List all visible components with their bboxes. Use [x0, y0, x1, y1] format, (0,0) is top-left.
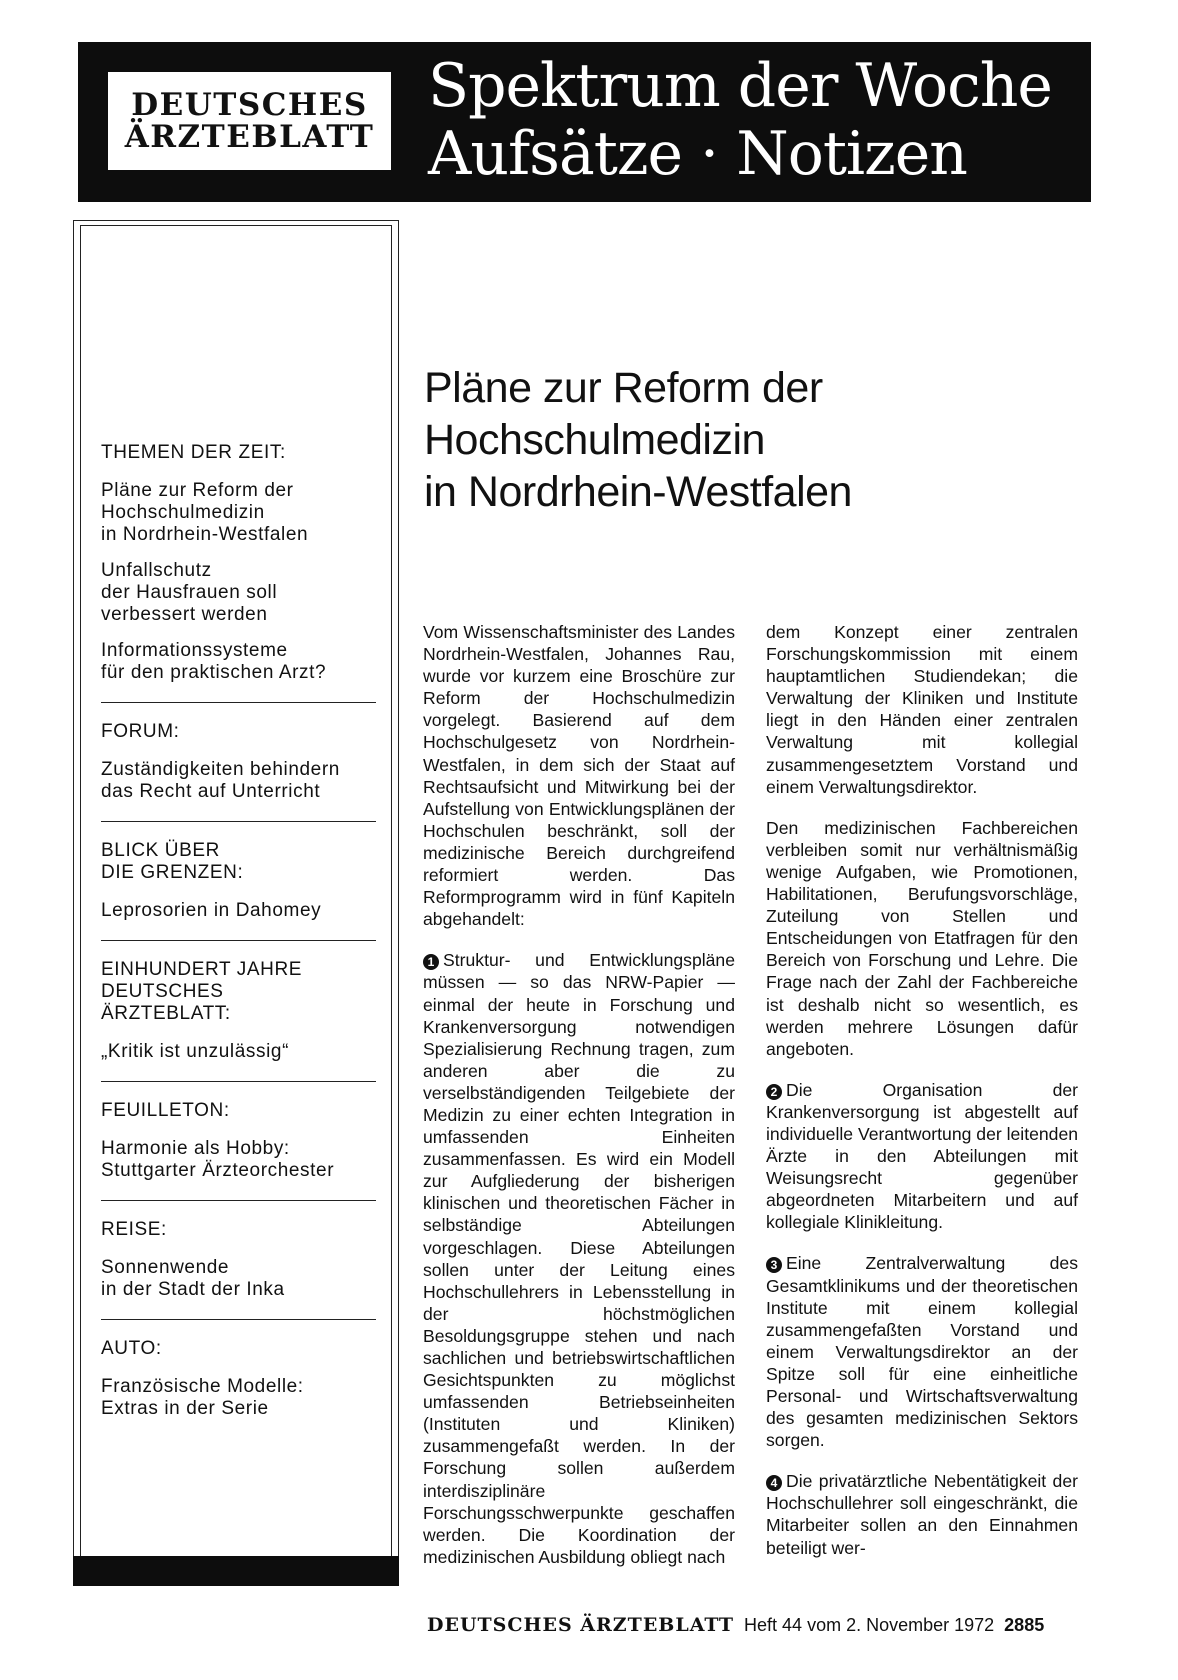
toc-section-heading: THEMEN DER ZEIT: [101, 442, 286, 463]
article-paragraph [766, 1079, 1078, 1234]
table-of-contents [101, 442, 376, 1438]
numbered-bullet-icon: 2 [766, 1084, 782, 1100]
article-title-line-3: in Nordrhein-Westfalen [424, 468, 852, 516]
paragraph-text: Eine Zentralverwaltung des Gesamtklinikums und der theoretischen Institute mit einem kollegial zusammengefaßten Vorstand und einem Verwaltungsdirektor an der Spitze soll für eine einheitliche Personal- und Wirtschaftsverwaltung des gesamten medizinischen Sektors sorgen. [766, 1253, 1078, 1451]
toc-item[interactable]: Harmonie als Hobby: Stuttgarter Ärzteorchester [101, 1138, 335, 1181]
section-title-line-2: Aufsätze · Notizen [428, 119, 967, 189]
numbered-bullet-icon: 3 [766, 1257, 782, 1273]
article-paragraph: dem Konzept einer zentralen Forschungskommission mit einem hauptamtlichen Studiendekan; die Verwaltung der Kliniken und Institute liegt in den Händen einer zentralen Verwaltung mit kollegial zusammengesetztem Vorstand und einem Verwaltungsdirektor. [766, 622, 1078, 797]
sidebar-bottom-bar [73, 1556, 399, 1586]
toc-section-heading: FORUM: [101, 721, 180, 742]
toc-section [101, 821, 376, 940]
toc-item[interactable]: Pläne zur Reform der Hochschulmedizin in Nordrhein-Westfalen [101, 480, 309, 545]
toc-section [101, 940, 376, 1081]
logo-line-1: DEUTSCHES [131, 87, 368, 123]
page-number: 2885 [1004, 1615, 1045, 1635]
toc-section-heading: FEUILLETON: [101, 1100, 230, 1121]
paragraph-text: Struktur- und Entwicklungspläne müssen — so das NRW-Papier — einmal der heute in Forschung und Krankenversorgung notwendigen Spezialisierung Rechnung tragen, zum anderen aber die zu verselbständigenden Teilgebiete der Medizin zu einer echten Integration in umfassenden Einheiten zusammenfassen. Es wird ein Modell zur Aufgliederung der bisherigen klinischen und theoretischen Fächer in selbständige Abteilungen vorgeschlagen. Diese Abteilungen sollen unter der Leitung eines Hochschullehrers in Lebensstellung in der höchstmöglichen Besoldungsgruppe stehen und nach sachlichen und betriebswirtschaftlichen Gesichtspunkten zu möglichst umfassenden Betriebseinheiten (Instituten und Kliniken) zusammengefaßt werden. In der Forschung sollen außerdem interdisziplinäre Forschungsschwerpunkte geschaffen werden. Die Koordination der medizinischen Ausbildung obliegt nach [423, 950, 735, 1567]
article-paragraph [766, 1252, 1078, 1451]
paragraph-text: Die privatärztliche Nebentätigkeit der Hochschullehrer soll eingeschränkt, die Mitarbeiter sollen an den Einnahmen beteiligt wer- [766, 1471, 1078, 1558]
footer-issue: Heft 44 vom 2. November 1972 [744, 1615, 995, 1635]
toc-item[interactable]: Sonnenwende in der Stadt der Inka [101, 1257, 285, 1300]
section-title-line-1: Spektrum der Woche [428, 51, 1052, 121]
article-paragraph: Den medizinischen Fachbereichen verbleiben somit nur verhältnismäßig wenige Aufgaben, wie Promotionen, Habilitationen, Berufungsvorschläge, Zuteilung von Stellen und Entscheidungen von Etatfragen für den Bereich von Forschung und Lehre. Die Frage nach der Zahl der Fachbereiche ist deshalb nicht so wesentlich, es werden mehrere Lösungen dafür angeboten. [766, 817, 1078, 1059]
toc-item[interactable]: Französische Modelle: Extras in der Serie [101, 1376, 304, 1419]
toc-section [101, 702, 376, 821]
numbered-bullet-icon: 4 [766, 1475, 782, 1491]
toc-section [101, 442, 376, 702]
article-paragraph [423, 949, 735, 1568]
article-paragraph: Vom Wissenschaftsminister des Landes Nordrhein-Westfalen, Johannes Rau, wurde vor kurzem eine Broschüre zur Reform der Hochschulmedizin vorgelegt. Basierend auf dem Hochschulgesetz von Nordrhein-Westfalen, in dem sich der Staat auf Rechtsaufsicht und Mitwirkung bei der Aufstellung von Entwicklungsplänen der Hochschulen beschränkt, soll der medizinische Bereich durchgreifend reformiert werden. Das Reformprogramm wird in fünf Kapiteln abgehandelt: [423, 622, 735, 930]
header-banner [78, 42, 1091, 202]
section-title [428, 52, 1052, 188]
toc-section [101, 1319, 376, 1438]
toc-item[interactable]: Informationssysteme für den praktischen Arzt? [101, 640, 327, 683]
page-footer [427, 1614, 1095, 1636]
toc-section-heading: BLICK ÜBER DIE GRENZEN: [101, 840, 244, 883]
paragraph-text: Die Organisation der Krankenversorgung ist abgestellt auf individuelle Verantwortung der leitenden Ärzte in den Abteilungen mit Weisungsrecht gegenüber abgeordneten Mitarbeitern und auf kollegiale Klinikleitung. [766, 1079, 1079, 1233]
toc-item[interactable]: Leprosorien in Dahomey [101, 900, 322, 921]
toc-section [101, 1200, 376, 1319]
toc-section-heading: REISE: [101, 1219, 167, 1240]
toc-item[interactable]: Zuständigkeiten behindern das Recht auf Unterricht [101, 759, 340, 802]
toc-section-heading: EINHUNDERT JAHRE DEUTSCHES ÄRZTEBLATT: [101, 959, 303, 1024]
toc-item[interactable]: Unfallschutz der Hausfrauen soll verbessert werden [101, 560, 278, 625]
article-column-right [766, 621, 1078, 1578]
article-column-left [423, 621, 735, 1587]
toc-section-heading: AUTO: [101, 1338, 162, 1359]
numbered-bullet-icon: 1 [423, 954, 439, 970]
article-title-line-1: Pläne zur Reform der [424, 364, 823, 412]
footer-magazine-name: DEUTSCHES ÄRZTEBLATT [427, 1614, 735, 1636]
article-paragraph [766, 1470, 1078, 1558]
magazine-logo [108, 72, 391, 170]
toc-item[interactable]: „Kritik ist unzulässig“ [101, 1041, 290, 1062]
toc-section [101, 1081, 376, 1200]
article-title-line-2: Hochschulmedizin [424, 416, 765, 464]
article-title [424, 362, 1024, 518]
logo-line-2: ÄRZTEBLATT [124, 119, 375, 155]
